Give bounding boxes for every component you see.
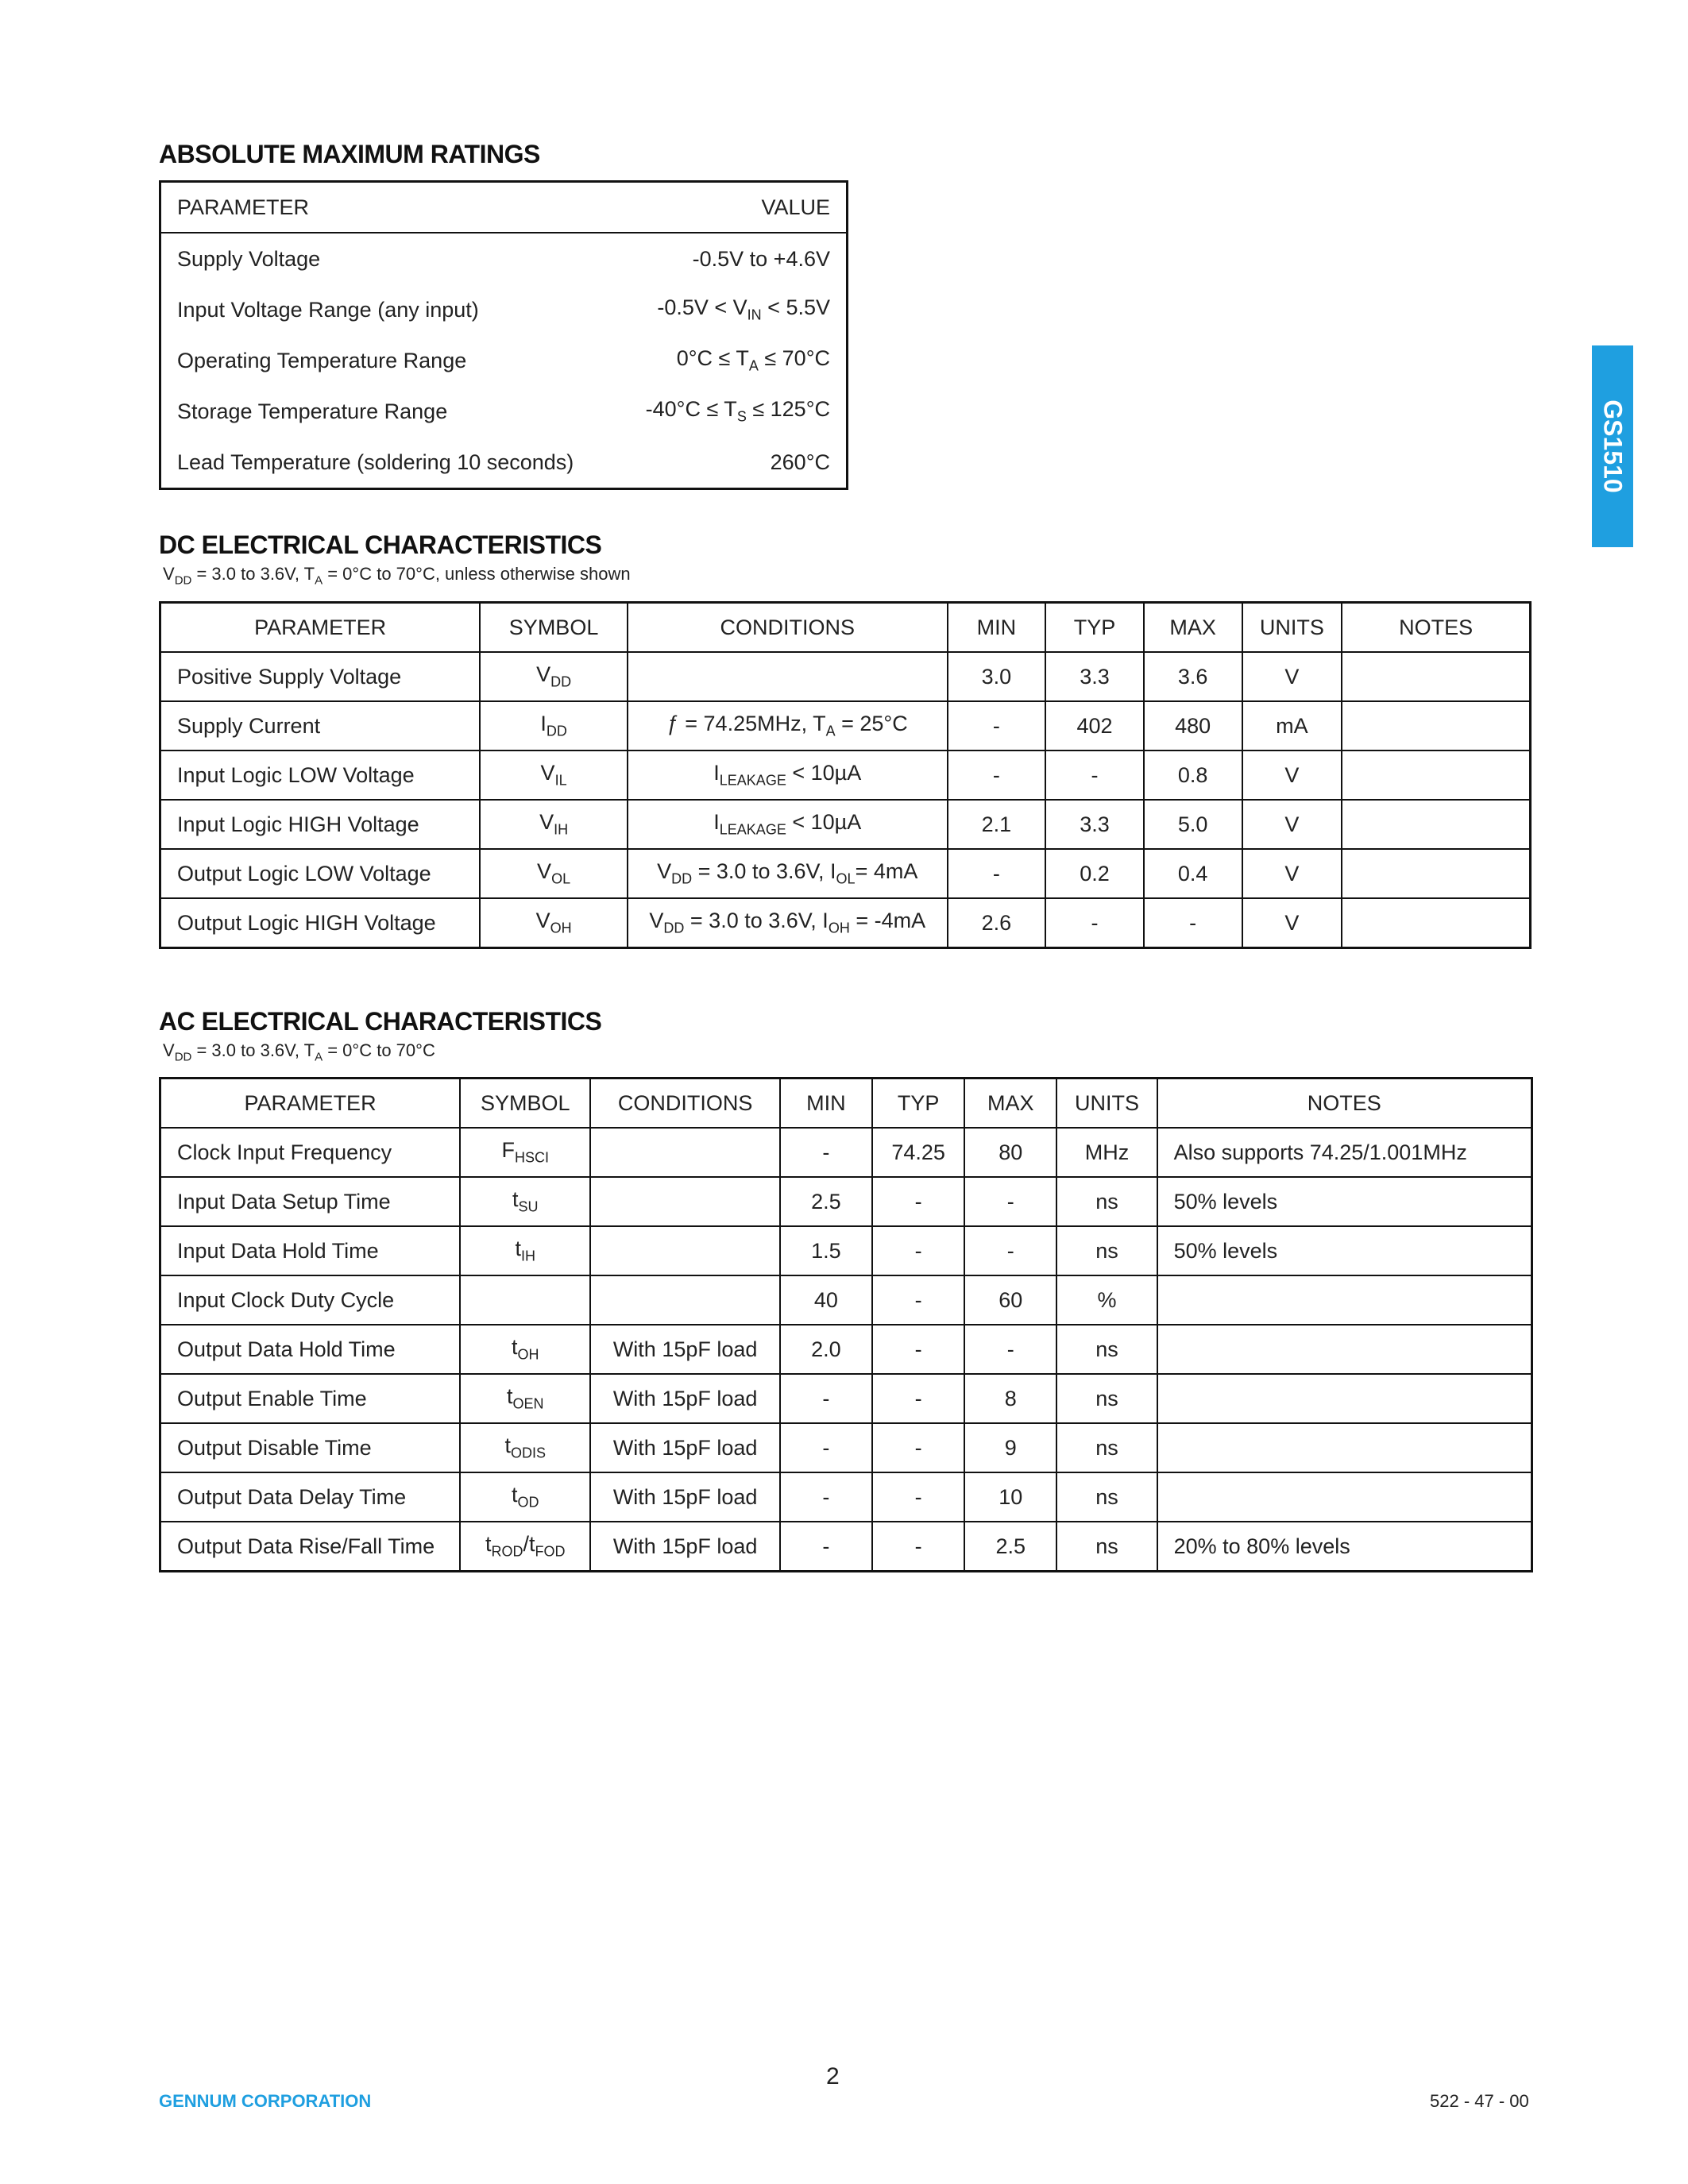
header-units: UNITS	[1056, 1078, 1157, 1129]
cell-min: 40	[780, 1275, 872, 1325]
cell-max: 8	[964, 1374, 1056, 1423]
header-min: MIN	[948, 603, 1046, 653]
ac-table	[159, 1077, 1533, 1572]
cell-notes: 50% levels	[1157, 1226, 1532, 1275]
cell-value: 260°C	[770, 450, 830, 474]
cell-units: mA	[1242, 701, 1342, 751]
table-row	[160, 652, 1531, 701]
cell-parameter: Input Data Hold Time	[160, 1226, 461, 1275]
cell-conditions	[590, 1226, 779, 1275]
cell-notes	[1157, 1472, 1532, 1522]
cell-conditions: $V_{DD} = 3.0$ to 3.6V, $I_{OH} = -4mA$	[628, 898, 948, 948]
table-row	[160, 1374, 1532, 1423]
cell-symbol: $t_{ROD}/t_{FOD}$	[460, 1522, 590, 1572]
cell-typ: 3.3	[1045, 652, 1144, 701]
cell-typ: -	[872, 1275, 964, 1325]
table-row	[160, 335, 848, 386]
cell-symbol: $V_{IL}$	[480, 751, 628, 800]
cell-parameter: Input Voltage Range (any input)	[177, 297, 479, 322]
cell-parameter: Input Data Setup Time	[160, 1177, 461, 1226]
cell-units: V	[1242, 751, 1342, 800]
cell-min: 3.0	[948, 652, 1046, 701]
cell-max: 5.0	[1144, 800, 1242, 849]
cell-typ: 3.3	[1045, 800, 1144, 849]
cell-parameter: Operating Temperature Range	[177, 348, 467, 372]
cell-conditions: With 15pF load	[590, 1472, 779, 1522]
cell-conditions	[628, 652, 948, 701]
cell-min: 2.5	[780, 1177, 872, 1226]
side-tab-label: GS1510	[1598, 399, 1628, 493]
cell-symbol: $I_{DD}$	[480, 701, 628, 751]
table-row	[160, 284, 848, 335]
cell-max: 480	[1144, 701, 1242, 751]
table-row	[160, 1522, 1532, 1572]
cell-parameter: Lead Temperature (soldering 10 seconds)	[177, 450, 574, 474]
cell-conditions: ƒ = 74.25MHz, $T_A = 25^\circ C$	[628, 701, 948, 751]
ac-conditions: $V_{DD} = 3.0$ to 3.6V, $T_A = 0^\circ C$ to 70°C	[163, 1040, 435, 1064]
cell-conditions: With 15pF load	[590, 1423, 779, 1472]
cell-typ: -	[872, 1325, 964, 1374]
cell-typ: -	[1045, 751, 1144, 800]
table-row	[160, 701, 1531, 751]
cell-units: ns	[1056, 1423, 1157, 1472]
header-symbol: SYMBOL	[460, 1078, 590, 1129]
cell-conditions	[590, 1275, 779, 1325]
cell-conditions	[590, 1128, 779, 1177]
cell-min: -	[780, 1423, 872, 1472]
cell-min: -	[780, 1472, 872, 1522]
dc-table	[159, 601, 1532, 949]
table-row	[160, 1226, 1532, 1275]
header-parameter: PARAMETER	[160, 603, 481, 653]
cell-min: -	[948, 701, 1046, 751]
cell-conditions: With 15pF load	[590, 1374, 779, 1423]
cell-symbol: $t_{ODIS}$	[460, 1423, 590, 1472]
cell-units: ns	[1056, 1472, 1157, 1522]
cell-symbol: $t_{SU}$	[460, 1177, 590, 1226]
cell-parameter: Input Logic LOW Voltage	[160, 751, 481, 800]
document-number: 522 - 47 - 00	[1430, 2091, 1529, 2111]
cell-parameter: Output Logic HIGH Voltage	[160, 898, 481, 948]
cell-units: ns	[1056, 1177, 1157, 1226]
cell-symbol	[460, 1275, 590, 1325]
cell-parameter: Output Enable Time	[160, 1374, 461, 1423]
cell-units: ns	[1056, 1226, 1157, 1275]
header-min: MIN	[780, 1078, 872, 1129]
cell-min: -	[780, 1522, 872, 1572]
table-header-row	[160, 1078, 1532, 1129]
cell-units: ns	[1056, 1522, 1157, 1572]
cell-notes	[1342, 751, 1530, 800]
cell-min: -	[948, 849, 1046, 898]
table-row	[160, 800, 1531, 849]
cell-symbol: $V_{IH}$	[480, 800, 628, 849]
header-conditions: CONDITIONS	[590, 1078, 779, 1129]
table-row	[160, 233, 848, 284]
table-row	[160, 1177, 1532, 1226]
cell-units: ns	[1056, 1374, 1157, 1423]
cell-max: 10	[964, 1472, 1056, 1522]
header-symbol: SYMBOL	[480, 603, 628, 653]
cell-min: 2.1	[948, 800, 1046, 849]
table-row	[160, 1472, 1532, 1522]
cell-parameter: Input Logic HIGH Voltage	[160, 800, 481, 849]
cell-min: -	[780, 1128, 872, 1177]
cell-parameter: Output Logic LOW Voltage	[160, 849, 481, 898]
cell-conditions: $I_{LEAKAGE} < 10\mu A$	[628, 751, 948, 800]
cell-typ: -	[1045, 898, 1144, 948]
cell-typ: 74.25	[872, 1128, 964, 1177]
cell-units: V	[1242, 849, 1342, 898]
cell-parameter: Positive Supply Voltage	[160, 652, 481, 701]
cell-notes	[1342, 800, 1530, 849]
cell-conditions: $V_{DD} = 3.0$ to 3.6V, $I_{OL}= 4mA$	[628, 849, 948, 898]
table-row	[160, 849, 1531, 898]
table-row	[160, 751, 1531, 800]
header-typ: TYP	[872, 1078, 964, 1129]
table-row	[160, 386, 848, 437]
cell-notes	[1157, 1423, 1532, 1472]
cell-max: 3.6	[1144, 652, 1242, 701]
cell-min: -	[948, 751, 1046, 800]
cell-value: $0^\circ C \le T_A \le 70^\circ C$	[676, 346, 830, 374]
cell-max: 9	[964, 1423, 1056, 1472]
cell-units: MHz	[1056, 1128, 1157, 1177]
header-typ: TYP	[1045, 603, 1144, 653]
cell-max: -	[1144, 898, 1242, 948]
table-row	[160, 1423, 1532, 1472]
cell-conditions: With 15pF load	[590, 1325, 779, 1374]
cell-typ: -	[872, 1522, 964, 1572]
cell-units: %	[1056, 1275, 1157, 1325]
cell-symbol: $V_{OL}$	[480, 849, 628, 898]
cell-value: $-40^\circ C \le T_S \le 125^\circ C$	[645, 397, 830, 425]
header-max: MAX	[1144, 603, 1242, 653]
ac-title: AC ELECTRICAL CHARACTERISTICS	[159, 1007, 602, 1036]
cell-notes: 20% to 80% levels	[1157, 1522, 1532, 1572]
table-row	[160, 1325, 1532, 1374]
cell-max: 60	[964, 1275, 1056, 1325]
cell-parameter: Supply Current	[160, 701, 481, 751]
cell-units: V	[1242, 652, 1342, 701]
cell-max: -	[964, 1325, 1056, 1374]
cell-value: -0.5V to +4.6V	[692, 246, 830, 271]
cell-min: -	[780, 1374, 872, 1423]
cell-max: 80	[964, 1128, 1056, 1177]
cell-parameter: Storage Temperature Range	[177, 399, 448, 423]
header-max: MAX	[964, 1078, 1056, 1129]
cell-value: $-0.5V < V_{IN} < 5.5V$	[657, 295, 830, 323]
cell-symbol: $V_{DD}$	[480, 652, 628, 701]
cell-max: 0.8	[1144, 751, 1242, 800]
cell-units: ns	[1056, 1325, 1157, 1374]
cell-max: 2.5	[964, 1522, 1056, 1572]
dc-title: DC ELECTRICAL CHARACTERISTICS	[159, 531, 602, 559]
header-notes: NOTES	[1342, 603, 1530, 653]
cell-symbol: $t_{OD}$	[460, 1472, 590, 1522]
table-header-row	[160, 603, 1531, 653]
cell-parameter: Clock Input Frequency	[160, 1128, 461, 1177]
table-row	[160, 1275, 1532, 1325]
cell-notes	[1157, 1275, 1532, 1325]
cell-typ: -	[872, 1423, 964, 1472]
table-header-row	[160, 182, 848, 233]
cell-typ: -	[872, 1472, 964, 1522]
cell-typ: -	[872, 1177, 964, 1226]
cell-max: -	[964, 1226, 1056, 1275]
cell-max: -	[964, 1177, 1056, 1226]
header-conditions: CONDITIONS	[628, 603, 948, 653]
cell-symbol: $t_{OH}$	[460, 1325, 590, 1374]
cell-notes: 50% levels	[1157, 1177, 1532, 1226]
cell-notes	[1342, 898, 1530, 948]
cell-conditions: $I_{LEAKAGE} < 10\mu A$	[628, 800, 948, 849]
cell-parameter: Input Clock Duty Cycle	[160, 1275, 461, 1325]
header-parameter: PARAMETER	[160, 182, 616, 233]
cell-parameter: Output Data Hold Time	[160, 1325, 461, 1374]
cell-typ: -	[872, 1374, 964, 1423]
cell-parameter: Supply Voltage	[177, 246, 321, 271]
header-parameter: PARAMETER	[160, 1078, 461, 1129]
cell-notes	[1342, 849, 1530, 898]
cell-conditions	[590, 1177, 779, 1226]
amr-title: ABSOLUTE MAXIMUM RATINGS	[159, 140, 540, 168]
cell-notes	[1157, 1325, 1532, 1374]
cell-units: V	[1242, 898, 1342, 948]
amr-table	[159, 180, 848, 490]
dc-conditions: $V_{DD} = 3.0$ to 3.6V, $T_A = 0^\circ C$ to 70°C, unless otherwise shown	[163, 564, 631, 588]
cell-max: 0.4	[1144, 849, 1242, 898]
cell-typ: 0.2	[1045, 849, 1144, 898]
cell-parameter: Output Data Delay Time	[160, 1472, 461, 1522]
cell-min: 2.0	[780, 1325, 872, 1374]
table-row	[160, 1128, 1532, 1177]
cell-typ: -	[872, 1226, 964, 1275]
cell-parameter: Output Data Rise/Fall Time	[160, 1522, 461, 1572]
cell-notes	[1342, 652, 1530, 701]
page-number: 2	[826, 2063, 840, 2089]
header-value: VALUE	[616, 182, 848, 233]
cell-units: V	[1242, 800, 1342, 849]
cell-notes	[1157, 1374, 1532, 1423]
cell-notes	[1342, 701, 1530, 751]
cell-notes: Also supports 74.25/1.001MHz	[1157, 1128, 1532, 1177]
cell-min: 1.5	[780, 1226, 872, 1275]
cell-min: 2.6	[948, 898, 1046, 948]
header-units: UNITS	[1242, 603, 1342, 653]
cell-typ: 402	[1045, 701, 1144, 751]
cell-symbol: $t_{OEN}$	[460, 1374, 590, 1423]
table-row	[160, 437, 848, 489]
side-tab	[1592, 345, 1633, 547]
cell-conditions: With 15pF load	[590, 1522, 779, 1572]
company-name: GENNUM CORPORATION	[159, 2091, 372, 2111]
header-notes: NOTES	[1157, 1078, 1532, 1129]
cell-symbol: $t_{IH}$	[460, 1226, 590, 1275]
cell-symbol: $F_{HSCI}$	[460, 1128, 590, 1177]
table-row	[160, 898, 1531, 948]
cell-symbol: $V_{OH}$	[480, 898, 628, 948]
cell-parameter: Output Disable Time	[160, 1423, 461, 1472]
